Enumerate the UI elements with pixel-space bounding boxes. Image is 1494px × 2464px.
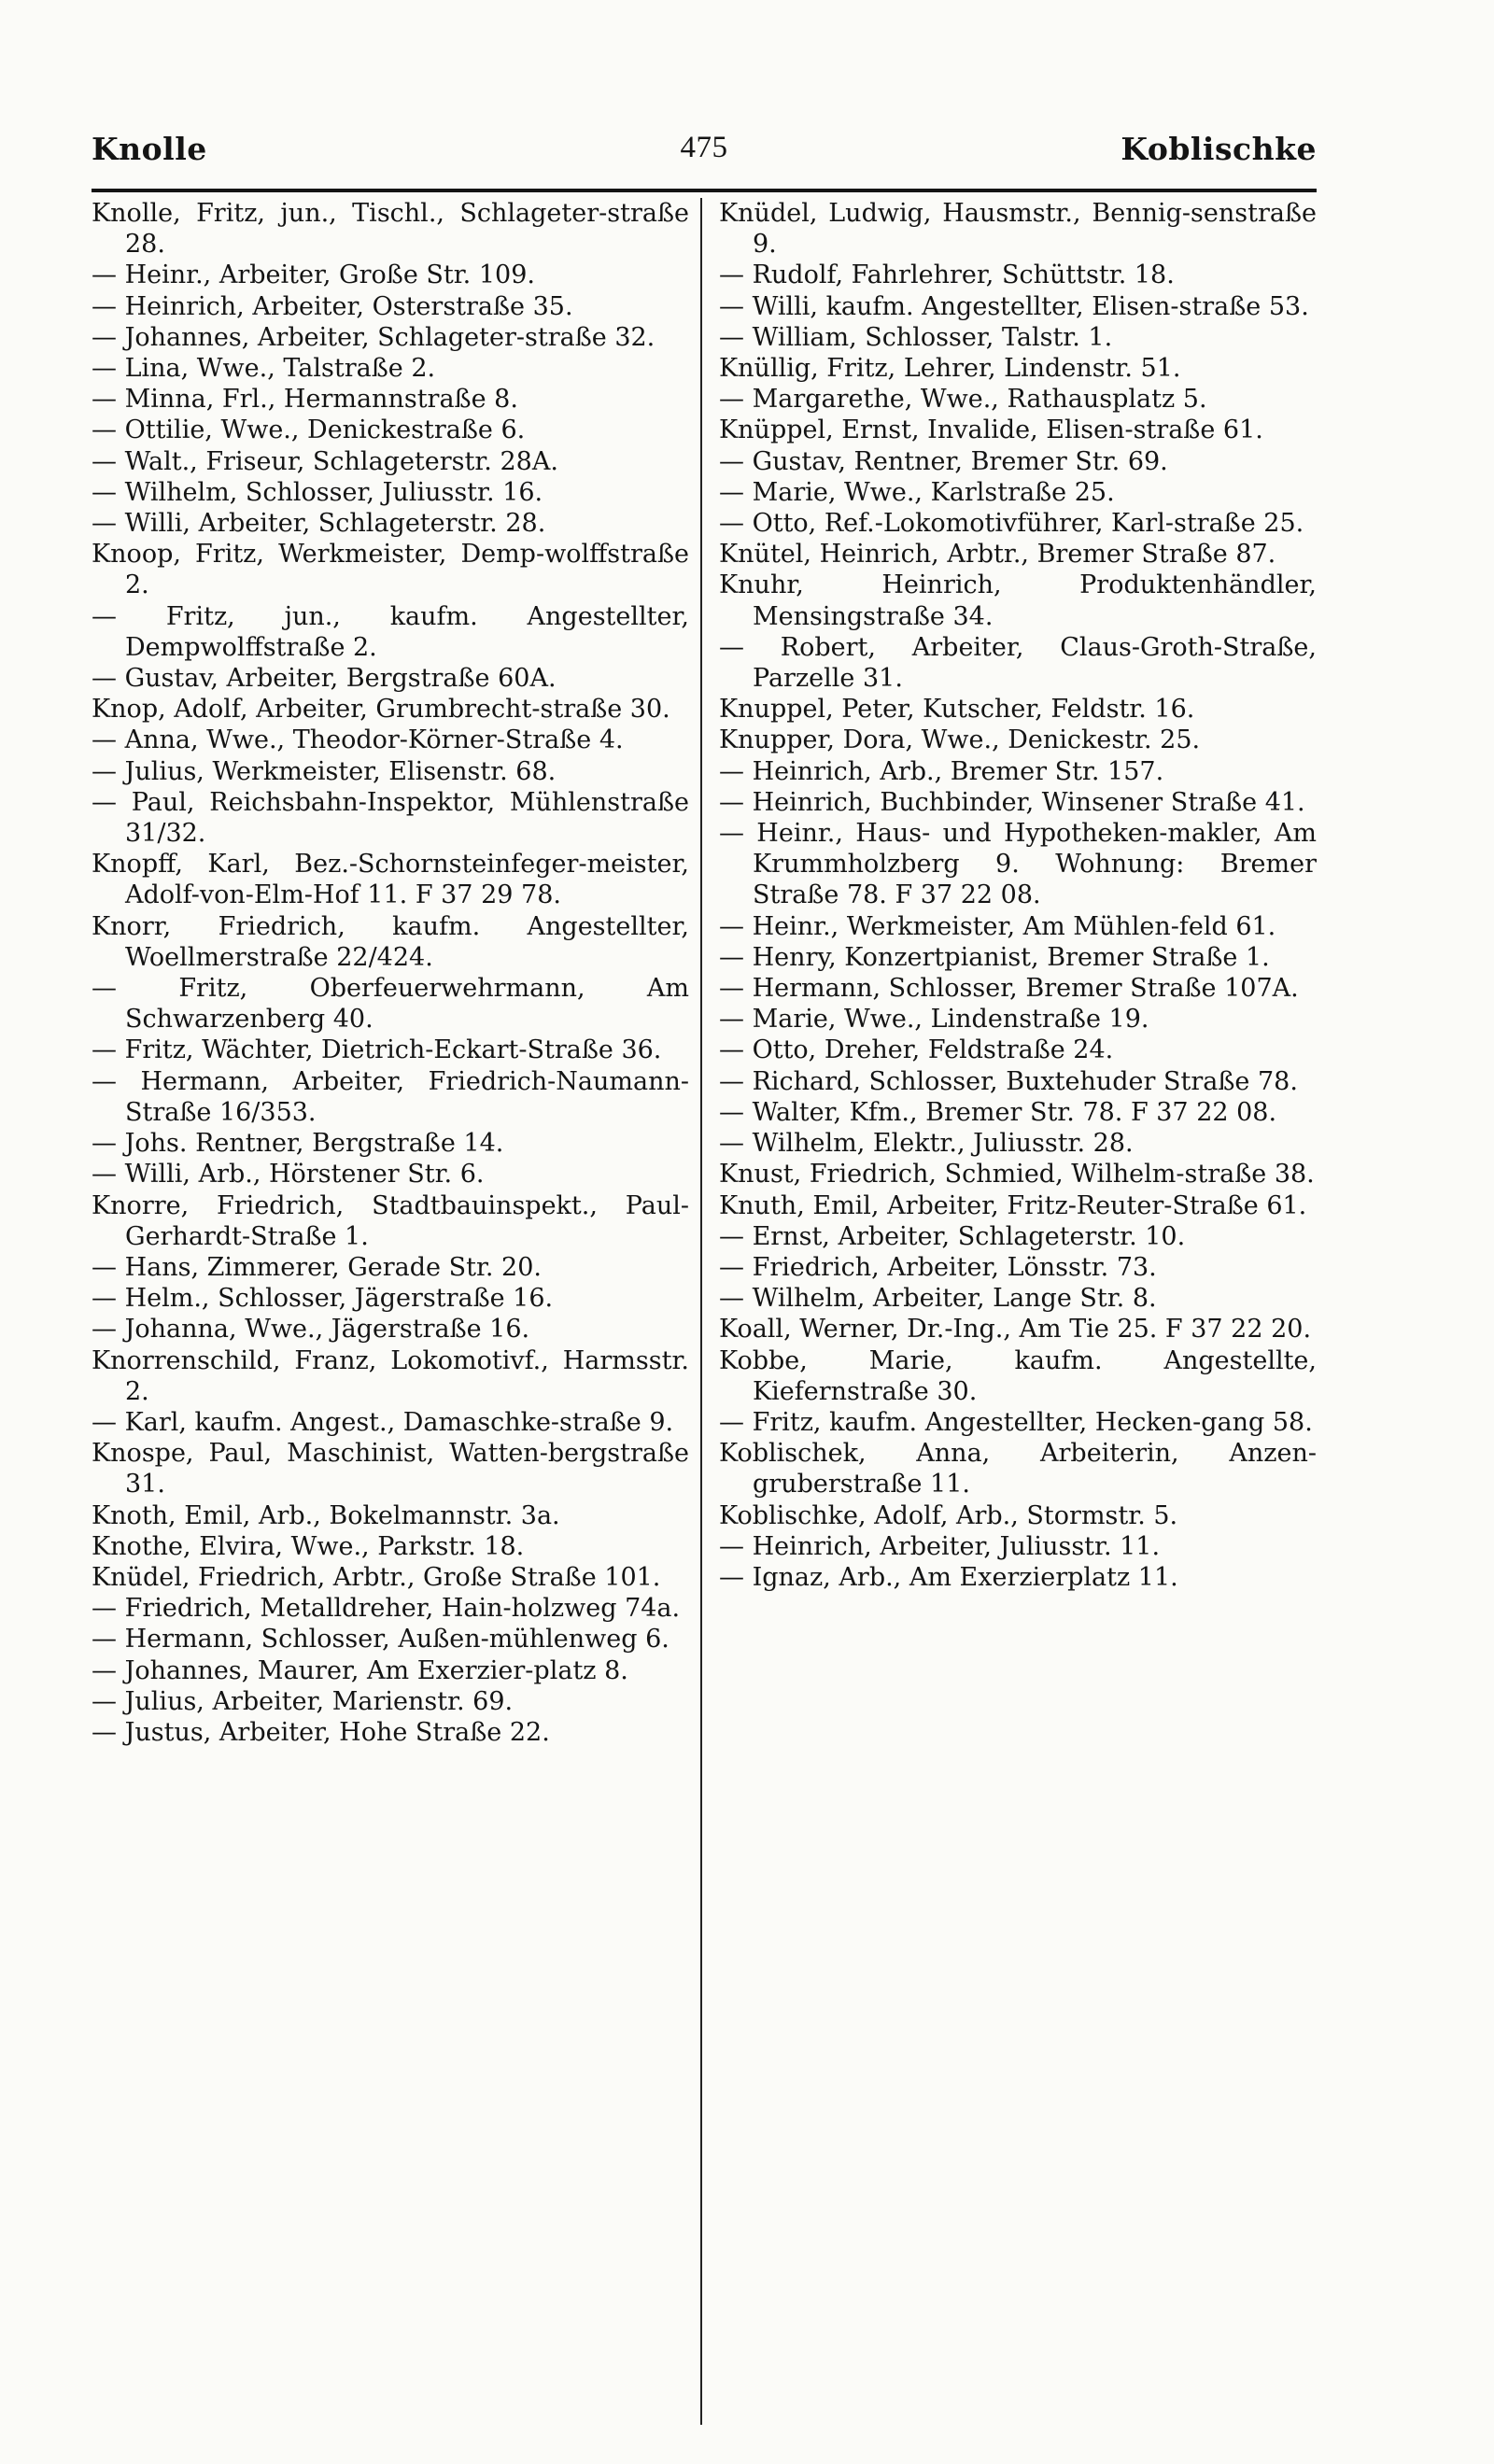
directory-entry: — Lina, Wwe., Talstraße 2.: [92, 354, 436, 384]
directory-entry: — Paul, Reichsbahn-Inspektor, Mühlenstraße 31/32.: [92, 787, 689, 849]
directory-entry: Knopff, Karl, Bez.-Schornsteinfeger-meister, Adolf-von-Elm-Hof 11. F 37 29 78.: [92, 850, 689, 910]
directory-entry: — Johannes, Maurer, Am Exerzier-platz 8.: [92, 1655, 628, 1685]
column-divider: [700, 198, 702, 2425]
page-number: 475: [680, 131, 728, 164]
directory-entry: — Otto, Dreher, Feldstraße 24.: [719, 1035, 1114, 1065]
directory-entry: Knütel, Heinrich, Arbtr., Bremer Straße 87.: [719, 540, 1276, 570]
directory-entry: — Johanna, Wwe., Jägerstraße 16.: [92, 1315, 530, 1345]
directory-entry: — Heinr., Haus- und Hypotheken-makler, Am Krummholzberg 9. Wohnung: Bremer Straße 78. F 37 22 08.: [719, 819, 1317, 910]
directory-entry: — Margarethe, Wwe., Rathausplatz 5.: [719, 385, 1207, 415]
directory-entry: — Hermann, Schlosser, Bremer Straße 107A.: [719, 974, 1299, 1004]
directory-entry: — Julius, Werkmeister, Elisenstr. 68.: [92, 756, 557, 786]
directory-entry: Knoth, Emil, Arb., Bokelmannstr. 3a.: [92, 1500, 560, 1530]
directory-entry: — Heinr., Werkmeister, Am Mühlen-feld 61.: [719, 911, 1276, 941]
directory-entry: — Julius, Arbeiter, Marienstr. 69.: [92, 1686, 514, 1716]
directory-entry: Kobbe, Marie, kaufm. Angestellte, Kiefernstraße 30.: [719, 1345, 1317, 1406]
directory-entry: — Heinrich, Arb., Bremer Str. 157.: [719, 756, 1164, 786]
directory-entry: — Richard, Schlosser, Buxtehuder Straße 78.: [719, 1066, 1298, 1096]
directory-entry: Knuth, Emil, Arbeiter, Fritz-Reuter-Straße 61.: [719, 1190, 1307, 1220]
directory-entry: — Minna, Frl., Hermannstraße 8.: [92, 385, 518, 415]
directory-entry: — Johannes, Arbeiter, Schlageter-straße 32.: [92, 322, 655, 352]
header-right-keyword: Koblischke: [1120, 131, 1317, 167]
directory-entry: — Gustav, Rentner, Bremer Str. 69.: [719, 446, 1168, 476]
directory-entry: — Walt., Friseur, Schlageterstr. 28A.: [92, 446, 558, 476]
directory-entry: Knuppel, Peter, Kutscher, Feldstr. 16.: [719, 695, 1195, 725]
directory-entry: — Fritz, Oberfeuerwehrmann, Am Schwarzenberg 40.: [92, 974, 689, 1035]
directory-entry: — Ottilie, Wwe., Denickestraße 6.: [92, 415, 526, 445]
directory-entry: — Hermann, Arbeiter, Friedrich-Naumann-Straße 16/353.: [92, 1066, 689, 1127]
directory-entry: Knüllig, Fritz, Lehrer, Lindenstr. 51.: [719, 354, 1181, 384]
directory-entry: — Hermann, Schlosser, Außen-mühlenweg 6.: [92, 1625, 669, 1654]
directory-entry: — Robert, Arbeiter, Claus-Groth-Straße, Parzelle 31.: [719, 632, 1317, 694]
header-rule: [92, 189, 1317, 192]
directory-entry: Knolle, Fritz, jun., Tischl., Schlageter-straße 28.: [92, 199, 689, 260]
directory-entry: — Fritz, kaufm. Angestellter, Hecken-gang 58.: [719, 1407, 1313, 1437]
directory-entry: Koall, Werner, Dr.-Ing., Am Tie 25. F 37 22 20.: [719, 1315, 1312, 1345]
directory-entry: — Wilhelm, Arbeiter, Lange Str. 8.: [719, 1284, 1157, 1314]
directory-entry: Knothe, Elvira, Wwe., Parkstr. 18.: [92, 1531, 525, 1561]
directory-entry: — Willi, Arb., Hörstener Str. 6.: [92, 1160, 485, 1190]
directory-entry: Knuhr, Heinrich, Produktenhändler, Mensingstraße 34.: [719, 570, 1317, 631]
directory-entry: Knupper, Dora, Wwe., Denickestr. 25.: [719, 725, 1201, 755]
directory-entry: — Fritz, Wächter, Dietrich-Eckart-Straße 36.: [92, 1035, 662, 1065]
directory-entry: — Fritz, jun., kaufm. Angestellter, Dempwolffstraße 2.: [92, 601, 689, 662]
directory-entry: — Hans, Zimmerer, Gerade Str. 20.: [92, 1252, 542, 1282]
directory-entry: — Justus, Arbeiter, Hohe Straße 22.: [92, 1717, 550, 1747]
directory-entry: Knust, Friedrich, Schmied, Wilhelm-straße 38.: [719, 1160, 1315, 1190]
directory-entry: Knorrenschild, Franz, Lokomotivf., Harmsstr. 2.: [92, 1345, 689, 1406]
directory-entry: Knospe, Paul, Maschinist, Watten-bergstraße 31.: [92, 1439, 689, 1500]
directory-entry: Knüdel, Ludwig, Hausmstr., Bennig-senstraße 9.: [719, 199, 1317, 260]
directory-entry: — William, Schlosser, Talstr. 1.: [719, 322, 1113, 352]
directory-entry: Knop, Adolf, Arbeiter, Grumbrecht-straße 30.: [92, 695, 670, 725]
directory-entry: — Ernst, Arbeiter, Schlageterstr. 10.: [719, 1221, 1186, 1251]
directory-entry: — Henry, Konzertpianist, Bremer Straße 1.: [719, 942, 1270, 972]
directory-entry: — Heinr., Arbeiter, Große Str. 109.: [92, 260, 535, 290]
directory-entry: — Marie, Wwe., Lindenstraße 19.: [719, 1005, 1149, 1035]
directory-entry: — Johs. Rentner, Bergstraße 14.: [92, 1129, 504, 1159]
directory-entry: Knorre, Friedrich, Stadtbauinspekt., Paul-Gerhardt-Straße 1.: [92, 1190, 689, 1251]
directory-entry: — Helm., Schlosser, Jägerstraße 16.: [92, 1284, 554, 1314]
directory-entry: — Heinrich, Buchbinder, Winsener Straße 41.: [719, 787, 1305, 817]
directory-entry: — Willi, Arbeiter, Schlageterstr. 28.: [92, 509, 546, 539]
directory-entry: Knorr, Friedrich, kaufm. Angestellter, Woellmerstraße 22/424.: [92, 911, 689, 972]
directory-entry: — Willi, kaufm. Angestellter, Elisen-straße 53.: [719, 291, 1309, 321]
directory-entry: — Heinrich, Arbeiter, Juliusstr. 11.: [719, 1531, 1161, 1561]
directory-entry: — Walter, Kfm., Bremer Str. 78. F 37 22 08.: [719, 1097, 1277, 1127]
directory-entry: Knüdel, Friedrich, Arbtr., Große Straße 101.: [92, 1562, 661, 1592]
directory-entry: — Otto, Ref.-Lokomotivführer, Karl-straße 25.: [719, 509, 1304, 539]
directory-entry: — Heinrich, Arbeiter, Osterstraße 35.: [92, 291, 573, 321]
directory-entry: Koblischek, Anna, Arbeiterin, Anzen-gruberstraße 11.: [719, 1439, 1317, 1500]
directory-entry: — Marie, Wwe., Karlstraße 25.: [719, 477, 1115, 507]
directory-entry: — Gustav, Arbeiter, Bergstraße 60A.: [92, 664, 557, 694]
directory-entry: Knoop, Fritz, Werkmeister, Demp-wolffstraße 2.: [92, 540, 689, 600]
directory-entry: — Rudolf, Fahrlehrer, Schüttstr. 18.: [719, 260, 1175, 290]
directory-entry: — Friedrich, Arbeiter, Lönsstr. 73.: [719, 1252, 1157, 1282]
left-column: [92, 198, 689, 2429]
page-header: [92, 131, 1317, 177]
directory-entry: — Anna, Wwe., Theodor-Körner-Straße 4.: [92, 725, 624, 755]
directory-entry: — Friedrich, Metalldreher, Hain-holzweg 74a.: [92, 1594, 681, 1624]
directory-entry: — Wilhelm, Elektr., Juliusstr. 28.: [719, 1129, 1134, 1159]
directory-entry: — Karl, kaufm. Angest., Damaschke-straße 9.: [92, 1407, 674, 1437]
directory-entry: — Wilhelm, Schlosser, Juliusstr. 16.: [92, 477, 543, 507]
right-column: [719, 198, 1317, 2429]
directory-entry: — Ignaz, Arb., Am Exerzierplatz 11.: [719, 1562, 1178, 1592]
header-left-keyword: Knolle: [92, 131, 207, 167]
directory-entry: Koblischke, Adolf, Arb., Stormstr. 5.: [719, 1500, 1178, 1530]
directory-entry: Knüppel, Ernst, Invalide, Elisen-straße 61.: [719, 415, 1263, 445]
